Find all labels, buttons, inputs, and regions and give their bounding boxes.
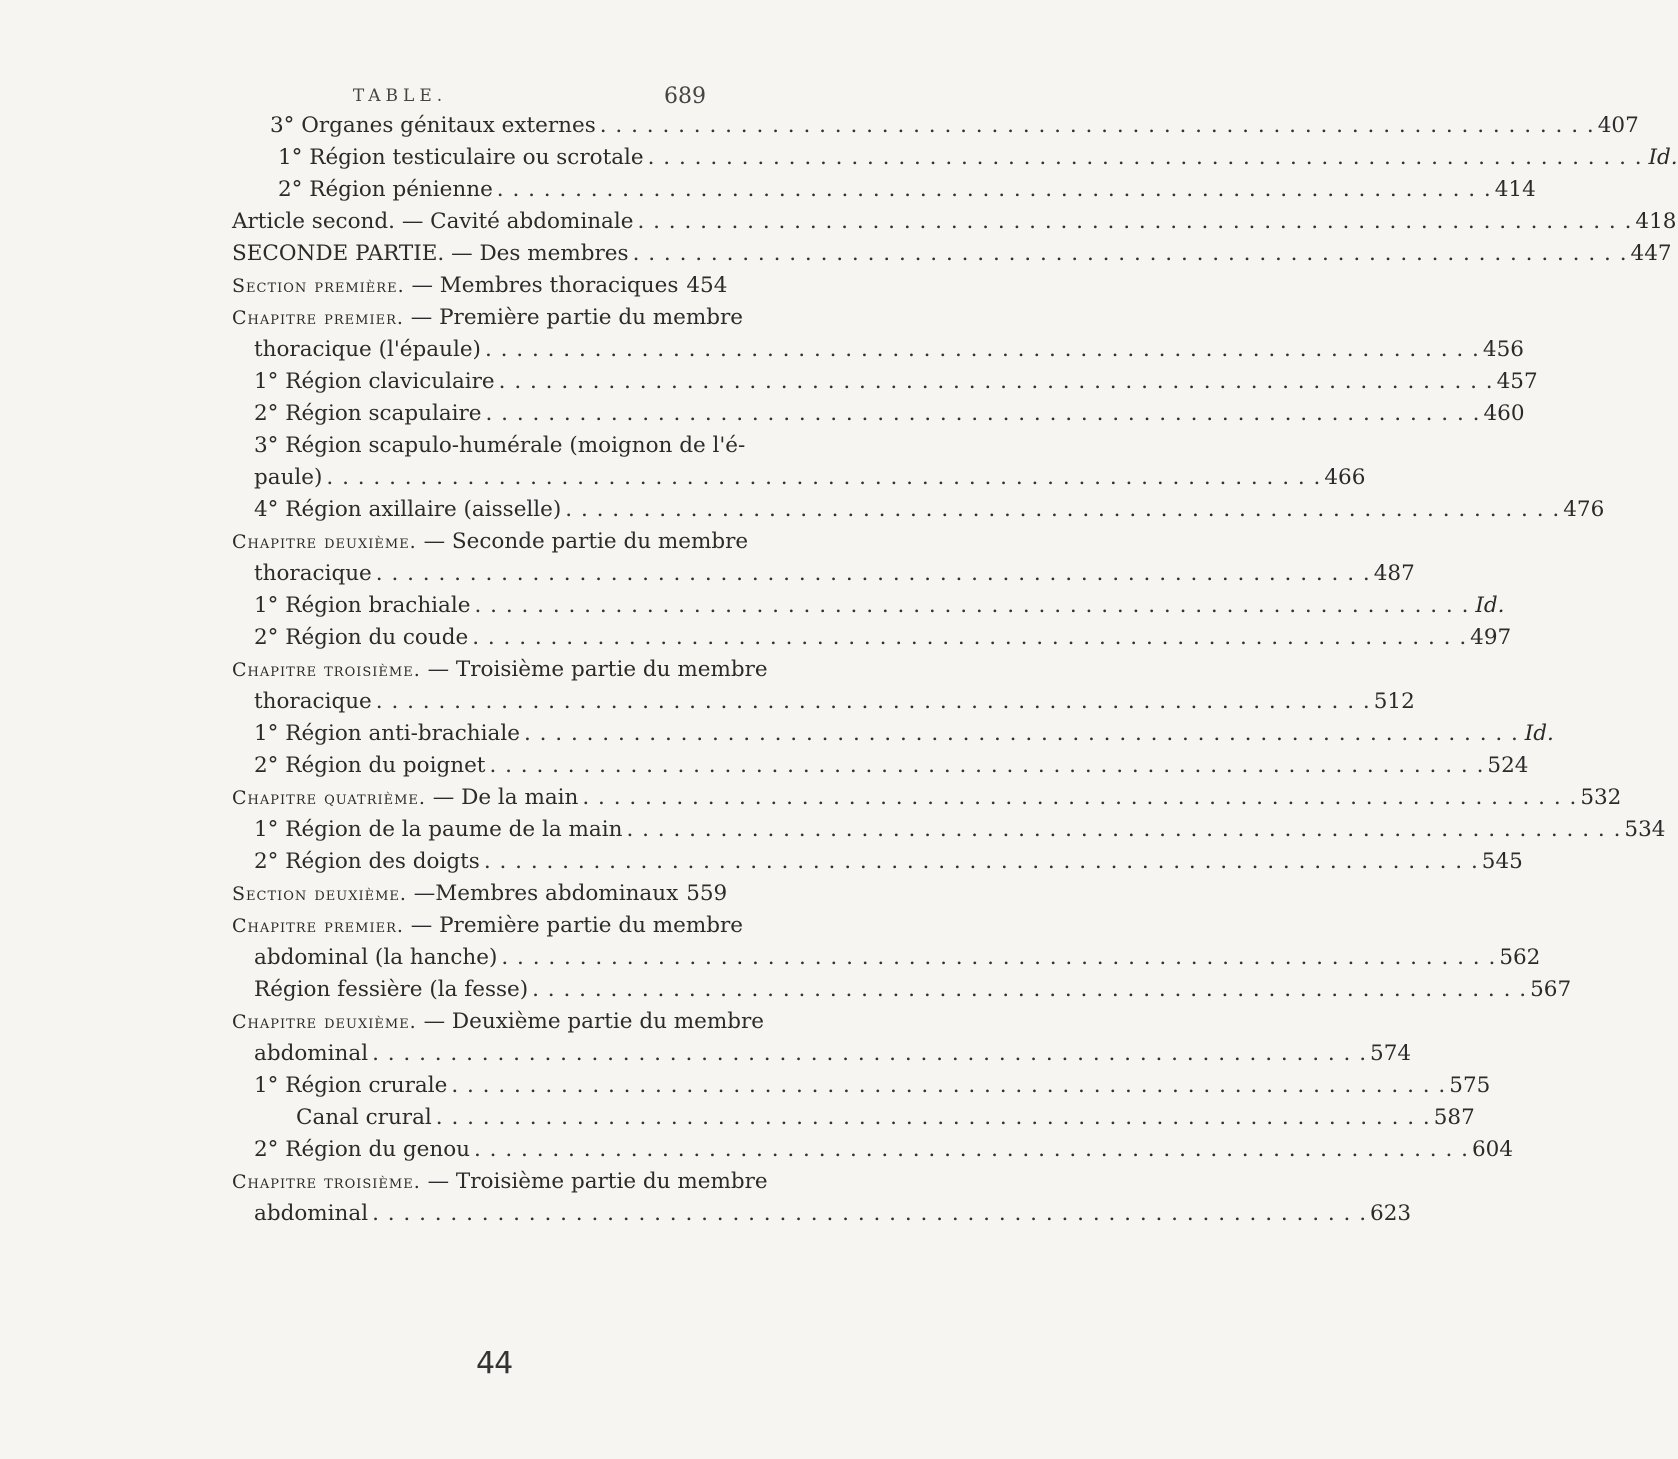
toc-entry-text: 1° Région anti-brachiale: [254, 721, 520, 746]
dot-leader: [474, 590, 1468, 622]
toc-entry: [248, 622, 1512, 654]
toc-entry-page: 532: [1580, 785, 1622, 810]
toc-entry-label: [254, 1070, 447, 1102]
toc-entry-label: [254, 686, 372, 718]
toc-entry: [248, 558, 1415, 590]
toc-entry-text: 2° Région pénienne: [278, 177, 493, 202]
toc-entry-page: 575: [1449, 1073, 1491, 1098]
toc-entry: [232, 302, 744, 334]
toc-entry: [248, 814, 1666, 846]
toc-entry-label: [232, 654, 768, 686]
toc-entry-text: 1° Région brachiale: [254, 593, 471, 618]
toc-entry-heading: Chapitre deuxième.: [232, 531, 417, 553]
toc-entry-text: — Troisième partie du membre: [420, 1169, 768, 1194]
toc-entry-page: 418: [1635, 209, 1677, 234]
toc-entry-label: [232, 526, 748, 558]
toc-entry-label: [254, 494, 561, 526]
dot-leader: [484, 846, 1478, 878]
dot-leader: [497, 174, 1491, 206]
toc-entry-heading: Chapitre deuxième.: [232, 1011, 417, 1033]
toc-entry-label: [254, 334, 481, 366]
toc-entry-text: 3° Organes génitaux externes: [270, 113, 596, 138]
dot-leader: [499, 366, 1493, 398]
dot-leader: [436, 1102, 1430, 1134]
toc-entry-label: [254, 366, 495, 398]
toc-entry-text: — Troisième partie du membre: [420, 657, 768, 682]
toc-entry-label: [254, 462, 322, 494]
toc-entry-heading: Section première.: [232, 275, 405, 297]
toc-entry-label: [254, 846, 480, 878]
dot-leader: [633, 238, 1627, 270]
toc-entry-page: 545: [1481, 849, 1523, 874]
toc-entry: [232, 270, 728, 302]
toc-entry-label: [232, 878, 678, 910]
toc-entry: [248, 718, 1554, 750]
toc-entry-page: 447: [1630, 241, 1672, 266]
toc-entry-label: [254, 1038, 368, 1070]
toc-entry-label: [232, 270, 678, 302]
toc-entry-page: 623: [1370, 1201, 1412, 1226]
toc-entry-label: [254, 974, 528, 1006]
toc-entry-page: Id.: [1648, 145, 1678, 170]
toc-entry-text: abdominal: [254, 1041, 369, 1066]
toc-entry-label: [254, 558, 372, 590]
toc-entry-label: [232, 1166, 768, 1198]
page-number: 689: [664, 84, 706, 109]
toc-entry-page: 487: [1373, 561, 1415, 586]
dot-leader: [501, 942, 1495, 974]
toc-entry: [248, 942, 1541, 974]
toc-entry-text: 2° Région du genou: [254, 1137, 471, 1162]
toc-entry-heading: Chapitre troisième.: [232, 659, 421, 681]
toc-entry: [232, 654, 768, 686]
dot-leader: [326, 462, 1320, 494]
toc-entry-label: [232, 238, 629, 270]
toc-entry: [232, 238, 1672, 270]
toc-entry: [232, 1006, 765, 1038]
toc-entry: [248, 1038, 1412, 1070]
toc-entry-label: [270, 110, 596, 142]
dot-leader: [486, 398, 1480, 430]
toc-entry-text: — Membres thoraciques: [404, 273, 679, 298]
toc-entry: [248, 1134, 1514, 1166]
toc-entry-label: [232, 782, 578, 814]
toc-entry-text: — Première partie du membre: [403, 913, 744, 938]
dot-leader: [489, 750, 1483, 782]
toc-entry-page: 524: [1487, 753, 1529, 778]
table-of-contents: [232, 110, 1678, 1230]
toc-entry-label: [254, 398, 482, 430]
toc-entry-page: 460: [1483, 401, 1525, 426]
toc-entry-label: [232, 302, 743, 334]
toc-entry-text: SECONDE PARTIE. — Des membres: [232, 241, 629, 266]
dot-leader: [648, 142, 1642, 174]
toc-entry: [248, 398, 1525, 430]
toc-entry: [232, 526, 749, 558]
toc-entry-label: [254, 1134, 470, 1166]
toc-entry-text: thoracique: [254, 561, 372, 586]
toc-entry-text: 1° Région testiculaire ou scrotale: [278, 145, 644, 170]
toc-entry: [232, 878, 728, 910]
toc-entry-label: [254, 814, 622, 846]
toc-entry-text: 3° Région scapulo-humérale (moignon de l'é-: [254, 433, 746, 458]
toc-entry: [248, 462, 1366, 494]
dot-leader: [600, 110, 1594, 142]
toc-entry-label: [278, 142, 644, 174]
toc-entry: [248, 590, 1505, 622]
toc-entry-page: 574: [1370, 1041, 1412, 1066]
toc-entry: [248, 686, 1415, 718]
toc-entry-heading: Chapitre quatrième.: [232, 787, 426, 809]
dot-leader: [372, 1038, 1366, 1070]
toc-entry-text: 4° Région axillaire (aisselle): [254, 497, 562, 522]
dot-leader: [376, 558, 1370, 590]
toc-entry-text: 2° Région du poignet: [254, 753, 486, 778]
toc-entry-label: [232, 910, 743, 942]
toc-entry-text: 2° Région du coude: [254, 625, 469, 650]
toc-entry: [248, 174, 1536, 206]
dot-leader: [474, 1134, 1468, 1166]
toc-entry-text: 2° Région des doigts: [254, 849, 480, 874]
toc-entry-page: 562: [1499, 945, 1541, 970]
toc-entry-text: thoracique (l'épaule): [254, 337, 481, 362]
toc-entry-page: 534: [1624, 817, 1666, 842]
toc-entry: [248, 1070, 1491, 1102]
toc-entry-label: [254, 430, 745, 462]
toc-entry-label: [232, 206, 633, 238]
toc-entry: [248, 1198, 1412, 1230]
toc-entry-heading: Section deuxième.: [232, 883, 407, 905]
toc-entry-page: 604: [1471, 1137, 1514, 1162]
toc-entry: [248, 1102, 1475, 1134]
dot-leader: [372, 1198, 1366, 1230]
toc-entry-label: [232, 1006, 764, 1038]
toc-entry: [232, 1166, 768, 1198]
toc-entry: [232, 910, 744, 942]
dot-leader: [524, 718, 1518, 750]
toc-entry: [248, 974, 1572, 1006]
toc-entry-text: — Deuxième partie du membre: [416, 1009, 765, 1034]
toc-entry-label: [254, 942, 497, 974]
toc-entry-page: 512: [1373, 689, 1415, 714]
toc-entry-text: thoracique: [254, 689, 372, 714]
toc-entry: [248, 334, 1524, 366]
toc-entry-text: paule): [254, 465, 323, 490]
toc-entry: [248, 110, 1639, 142]
toc-entry-text: 1° Région crurale: [254, 1073, 448, 1098]
toc-entry: [248, 750, 1529, 782]
dot-leader: [582, 782, 1576, 814]
toc-entry-page: 587: [1433, 1105, 1475, 1130]
toc-entry-heading: Chapitre troisième.: [232, 1171, 421, 1193]
toc-entry-label: [254, 590, 470, 622]
toc-entry-label: [296, 1102, 432, 1134]
toc-entry: [232, 206, 1677, 238]
toc-entry-heading: Chapitre premier.: [232, 915, 404, 937]
toc-entry: [232, 782, 1622, 814]
toc-entry-text: Article second. — Cavité abdominale: [232, 209, 634, 234]
toc-entry-page: 456: [1482, 337, 1524, 362]
toc-entry-heading: Chapitre premier.: [232, 307, 404, 329]
toc-entry: [248, 142, 1678, 174]
toc-entry-text: — Seconde partie du membre: [416, 529, 749, 554]
toc-entry-text: — Première partie du membre: [403, 305, 744, 330]
dot-leader: [451, 1070, 1445, 1102]
toc-entry-text: 1° Région de la paume de la main: [254, 817, 623, 842]
dot-leader: [472, 622, 1466, 654]
dot-leader: [626, 814, 1620, 846]
toc-entry-page: 559: [686, 881, 728, 906]
toc-entry-page: 407: [1597, 113, 1639, 138]
dot-leader: [485, 334, 1479, 366]
toc-entry-text: — De la main: [425, 785, 579, 810]
dot-leader: [532, 974, 1526, 1006]
toc-entry-text: abdominal (la hanche): [254, 945, 498, 970]
toc-entry-text: 1° Région claviculaire: [254, 369, 495, 394]
toc-entry-page: 414: [1494, 177, 1536, 202]
toc-entry-text: 2° Région scapulaire: [254, 401, 482, 426]
toc-entry-page: 497: [1470, 625, 1512, 650]
toc-entry-label: [254, 718, 520, 750]
toc-entry-page: 454: [686, 273, 728, 298]
toc-entry-label: [278, 174, 493, 206]
toc-entry-page: 457: [1496, 369, 1538, 394]
running-title: TABLE.: [352, 86, 448, 106]
dot-leader: [376, 686, 1370, 718]
toc-entry-text: Canal crural: [296, 1105, 432, 1130]
toc-entry-text: —Membres abdominaux: [406, 881, 679, 906]
dot-leader: [565, 494, 1559, 526]
toc-entry: [248, 494, 1605, 526]
toc-entry-label: [254, 622, 468, 654]
dot-leader: [637, 206, 1631, 238]
toc-entry-page: Id.: [1475, 593, 1505, 618]
toc-entry: [248, 366, 1538, 398]
toc-entry-text: Région fessière (la fesse): [254, 977, 529, 1002]
toc-entry-page: 476: [1563, 497, 1605, 522]
toc-entry-label: [254, 1198, 368, 1230]
toc-entry-page: Id.: [1524, 721, 1554, 746]
toc-entry-label: [254, 750, 485, 782]
toc-entry: [248, 846, 1523, 878]
toc-entry-text: abdominal: [254, 1201, 369, 1226]
signature-mark: 44: [476, 1346, 513, 1381]
toc-entry: [248, 430, 746, 462]
toc-entry-page: 466: [1324, 465, 1366, 490]
toc-entry-page: 567: [1530, 977, 1572, 1002]
